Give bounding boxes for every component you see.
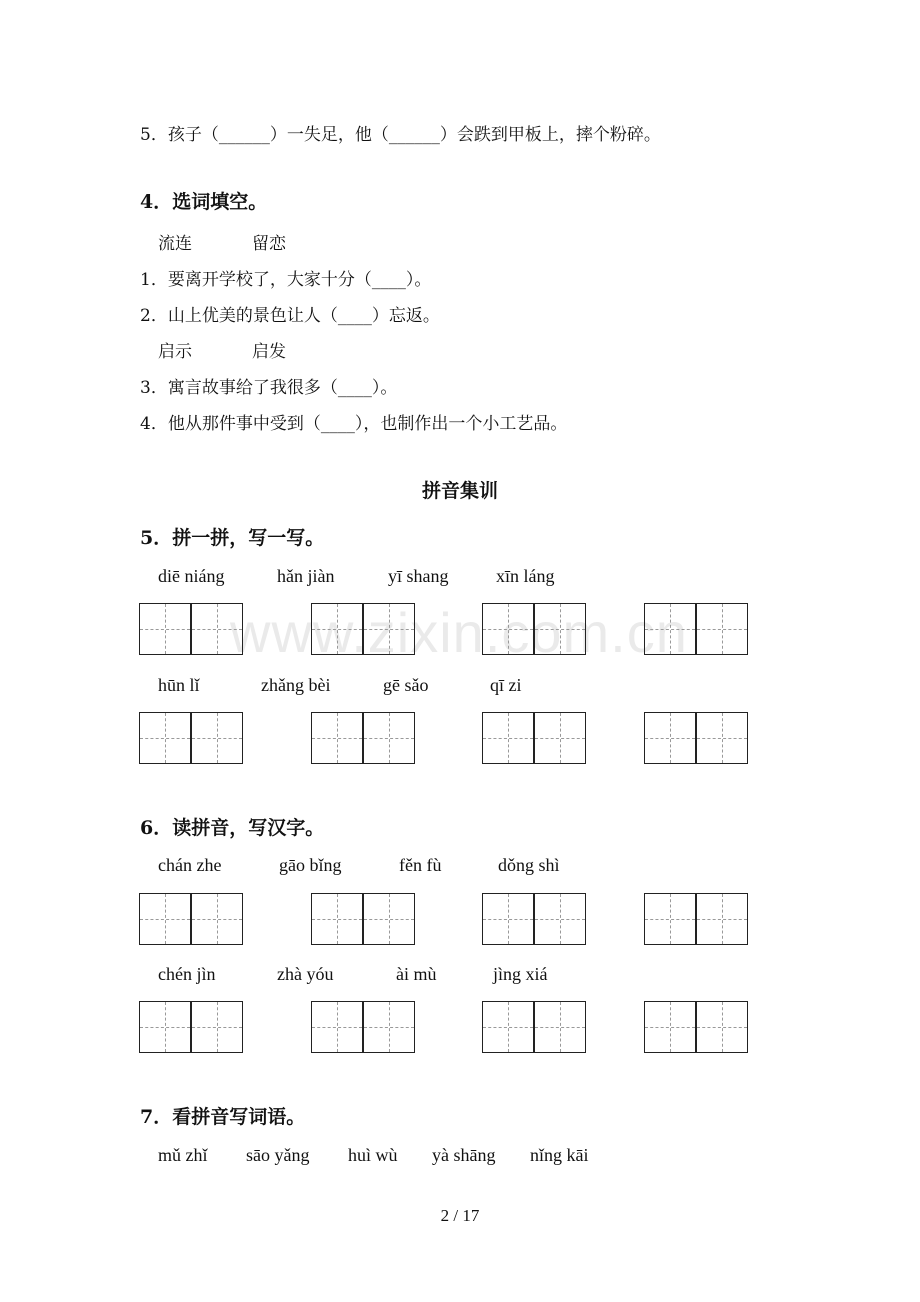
word-option: 启示 bbox=[158, 342, 192, 362]
writing-box[interactable] bbox=[644, 1001, 696, 1053]
pinyin-label: diē niáng bbox=[158, 566, 225, 586]
section-title: 拼音集训 bbox=[421, 480, 498, 502]
writing-box[interactable] bbox=[482, 893, 534, 945]
pinyin-label: gāo bǐng bbox=[279, 855, 342, 875]
pinyin-label: yī shang bbox=[388, 566, 449, 586]
pinyin-label: qī zi bbox=[490, 675, 522, 695]
writing-box[interactable] bbox=[363, 603, 415, 655]
writing-box[interactable] bbox=[191, 603, 243, 655]
page-number: 2 / 17 bbox=[440, 1206, 480, 1225]
writing-box[interactable] bbox=[139, 603, 191, 655]
writing-box[interactable] bbox=[696, 603, 748, 655]
writing-box[interactable] bbox=[139, 712, 191, 764]
writing-box[interactable] bbox=[139, 1001, 191, 1053]
pinyin-label: yà shāng bbox=[432, 1145, 496, 1165]
section-6-heading: 6．读拼音，写汉字。 bbox=[140, 817, 325, 839]
pinyin-label: ài mù bbox=[396, 964, 437, 984]
writing-box[interactable] bbox=[696, 712, 748, 764]
q3-item-5: 5．孩子（______）一失足，他（______）会跌到甲板上，摔个粉碎。 bbox=[140, 125, 661, 145]
writing-box[interactable] bbox=[311, 712, 363, 764]
writing-box[interactable] bbox=[191, 893, 243, 945]
writing-box[interactable] bbox=[534, 893, 586, 945]
writing-box[interactable] bbox=[191, 1001, 243, 1053]
pinyin-label: nǐng kāi bbox=[530, 1145, 589, 1165]
writing-box[interactable] bbox=[139, 893, 191, 945]
pinyin-label: hǎn jiàn bbox=[277, 566, 335, 586]
writing-box[interactable] bbox=[482, 603, 534, 655]
word-option: 流连 bbox=[158, 234, 192, 254]
pinyin-label: sāo yǎng bbox=[246, 1145, 310, 1165]
writing-box[interactable] bbox=[311, 1001, 363, 1053]
writing-box[interactable] bbox=[534, 603, 586, 655]
word-option: 启发 bbox=[252, 342, 286, 362]
pinyin-label: xīn láng bbox=[496, 566, 555, 586]
writing-box[interactable] bbox=[696, 1001, 748, 1053]
fill-item-1: 1．要离开学校了，大家十分（____）。 bbox=[140, 270, 432, 290]
fill-item-3: 3．寓言故事给了我很多（____）。 bbox=[140, 378, 398, 398]
pinyin-label: chán zhe bbox=[158, 855, 222, 875]
watermark: www.zixin.com.cn bbox=[230, 601, 688, 664]
fill-item-2: 2．山上优美的景色让人（____）忘返。 bbox=[140, 306, 440, 326]
writing-box[interactable] bbox=[482, 712, 534, 764]
pinyin-label: dǒng shì bbox=[498, 855, 560, 875]
writing-box[interactable] bbox=[644, 712, 696, 764]
section-4-heading: 4．选词填空。 bbox=[140, 191, 268, 213]
writing-box[interactable] bbox=[482, 1001, 534, 1053]
writing-box[interactable] bbox=[534, 712, 586, 764]
writing-box[interactable] bbox=[644, 893, 696, 945]
pinyin-label: hūn lǐ bbox=[158, 675, 200, 695]
writing-box[interactable] bbox=[696, 893, 748, 945]
section-5-heading: 5．拼一拼，写一写。 bbox=[140, 527, 325, 549]
writing-box[interactable] bbox=[311, 603, 363, 655]
pinyin-label: fěn fù bbox=[399, 855, 442, 875]
writing-box[interactable] bbox=[311, 893, 363, 945]
writing-box[interactable] bbox=[644, 603, 696, 655]
pinyin-label: jìng xiá bbox=[493, 964, 548, 984]
section-7-heading: 7．看拼音写词语。 bbox=[140, 1106, 306, 1128]
pinyin-label: chén jìn bbox=[158, 964, 216, 984]
word-option: 留恋 bbox=[252, 234, 286, 254]
pinyin-label: mǔ zhǐ bbox=[158, 1145, 208, 1165]
pinyin-label: zhà yóu bbox=[277, 964, 334, 984]
writing-box[interactable] bbox=[363, 893, 415, 945]
pinyin-label: zhǎng bèi bbox=[261, 675, 331, 695]
writing-box[interactable] bbox=[191, 712, 243, 764]
writing-box[interactable] bbox=[534, 1001, 586, 1053]
writing-box[interactable] bbox=[363, 712, 415, 764]
pinyin-label: huì wù bbox=[348, 1145, 398, 1165]
fill-item-4: 4．他从那件事中受到（____），也制作出一个小工艺品。 bbox=[140, 414, 568, 434]
pinyin-label: gē sǎo bbox=[383, 675, 429, 695]
writing-box[interactable] bbox=[363, 1001, 415, 1053]
